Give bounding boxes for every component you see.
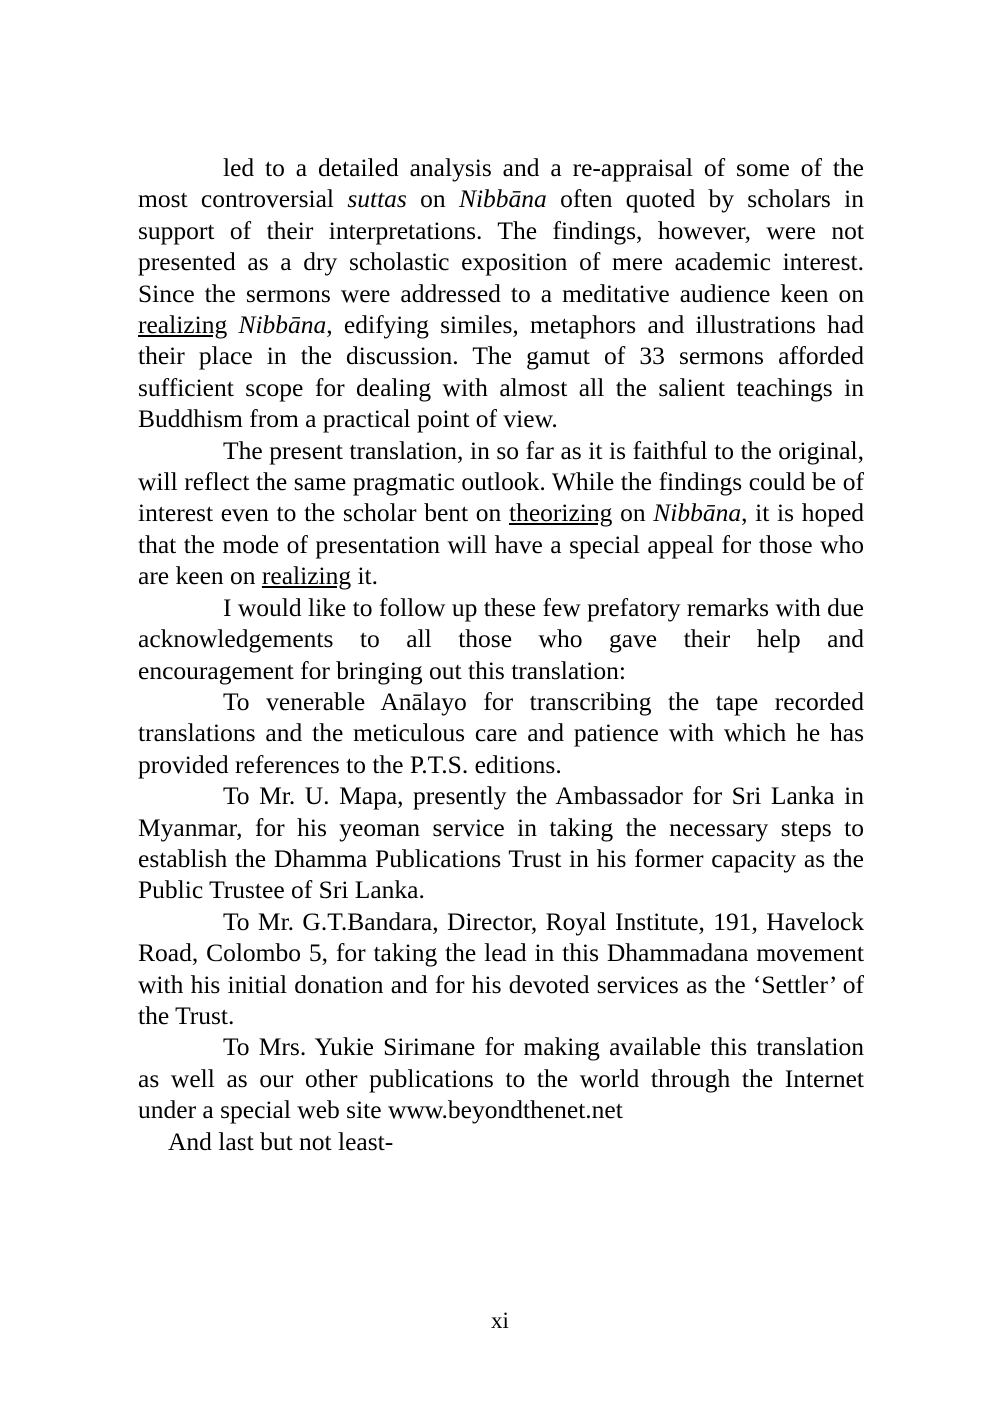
p1-segment-3: on (406, 184, 459, 214)
p1-italic-suttas: suttas (347, 184, 407, 214)
p2-segment-7: it. (351, 561, 379, 591)
p1-italic-nibbana-2: Nibbāna (238, 310, 327, 340)
paragraph-2 (138, 435, 864, 592)
paragraph-6-acknowledgement-bandara: To Mr. G.T.Bandara, Director, Royal Institute, 191, Havelock Road, Colombo 5, for taking the lead in this Dhammadana movement with his initial donation and for his devoted services as the ‘Settler’ of the Trust. (138, 906, 864, 1030)
p1-underline-realizing: realizing (138, 310, 228, 340)
paragraph-5-acknowledgement-mapa: To Mr. U. Mapa, presently the Ambassador for Sri Lanka in Myanmar, for his yeoman service in taking the necessary steps to establish the Dhamma Publications Trust in his former capacity as the Public Trustee of Sri Lanka. (138, 781, 864, 905)
p2-segment-5: , it is hoped that the mode of presentation will have a special appeal for those who are keen on (138, 498, 865, 591)
body-text-column (138, 152, 864, 1157)
paragraph-3-prefatory-remarks: I would like to follow up these few prefatory remarks with due acknowledgements to all those who gave their help and encouragement for bringing out this translation: (138, 592, 864, 685)
p1-segment-1: led to a detailed analysis and a re-appraisal of some of the most controversial (138, 153, 864, 214)
p2-segment-3: on (612, 498, 654, 528)
paragraph-1 (138, 152, 864, 435)
paragraph-7-acknowledgement-sirimane: To Mrs. Yukie Sirimane for making available this translation as well as our other publications to the world through the Internet under a special web site www.beyondthenet.net (138, 1032, 864, 1125)
p1-segment-9: , edifying similes, metaphors and illustrations had their place in the discussion. The gamut of 33 sermons afforded sufficient scope for dealing with almost all the salient teachings in Buddhism from a practical point of view. (138, 310, 864, 434)
page-number-folio: xi (491, 1308, 509, 1333)
paragraph-4-acknowledgement-analayo: To venerable Anālayo for transcribing the tape recorded translations and the meticulous care and patience with which he has provided references to the P.T.S. editions. (138, 686, 864, 779)
p2-underline-theorizing: theorizing (509, 498, 613, 528)
p2-underline-realizing: realizing (261, 561, 352, 591)
p1-segment-5: often quoted by scholars in support of their interpretations. The findings, however, were not presented as a dry scholastic exposition of mere academic interest. Since the sermons were addressed to a meditative audience keen on (138, 184, 864, 308)
paragraph-8-closing-line: And last but not least- (168, 1126, 394, 1156)
p2-segment-1: The present translation, in so far as it is faithful to the original, will reflect the same pragmatic outlook. While the findings could be of interest even to the scholar bent on (138, 435, 864, 528)
p2-italic-nibbana: Nibbāna (653, 498, 742, 528)
p1-italic-nibbana-1: Nibbāna (458, 184, 547, 214)
p1-segment-7 (227, 310, 238, 339)
